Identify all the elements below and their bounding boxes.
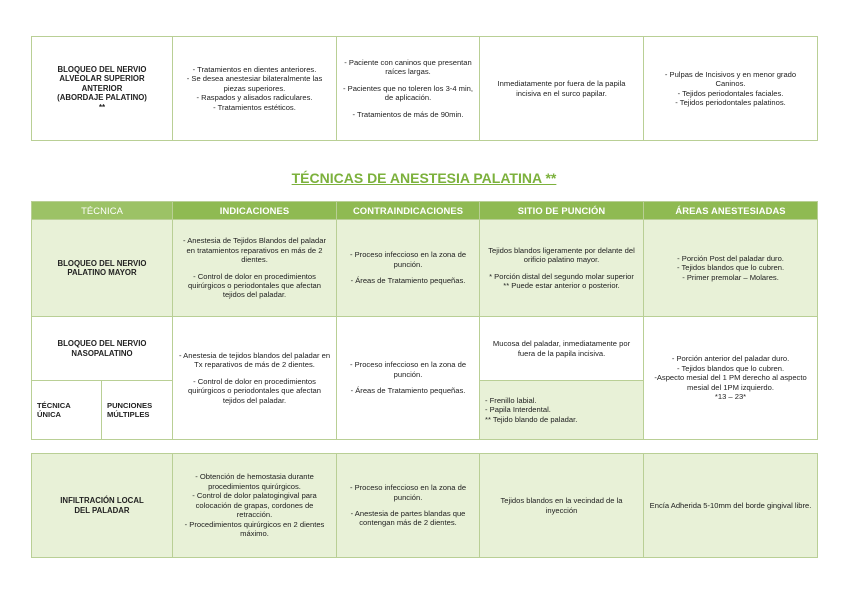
puncture-site-text: - Papila Interdental. <box>485 405 551 415</box>
label-line: PUNCIONES <box>107 400 153 410</box>
indication-item: - Obtención de hemostasia durante procedimientos quirúrgicos. <box>195 472 314 491</box>
indication-item: - Procedimientos quirúrgicos en 2 dientes máximo. <box>184 519 325 539</box>
column-header: SITIO DE PUNCIÓN <box>480 202 644 220</box>
column-header: CONTRAINDICACIONES <box>337 202 480 220</box>
contraindications-cell <box>337 220 480 317</box>
indication-item: - Anestesia de tejidos blandos del paladar en Tx reparativos de más de 2 dientes. <box>178 350 331 370</box>
technique-line: BLOQUEO DEL NERVIO <box>57 258 147 268</box>
puncture-site-text: - Frenillo labial. <box>485 395 537 405</box>
technique-line: INFILTRACIÓN LOCAL <box>60 496 144 506</box>
technique-cell <box>32 317 173 381</box>
header-row <box>32 202 818 220</box>
contraindication-item: - Pacientes que no toleren los 3-4 min, de aplicación. <box>342 83 473 103</box>
contraindication-item: - Paciente con caninos que presentan raíces largas. <box>344 57 472 77</box>
palatal-technique-table <box>31 201 818 440</box>
indications-cell <box>173 37 337 141</box>
technique-line: (ABORDAJE PALATINO) <box>57 93 147 103</box>
areas-cell <box>644 454 818 558</box>
technique-line: ALVEOLAR SUPERIOR <box>59 74 145 84</box>
contraindication-item: - Proceso infeccioso en la zona de punción. <box>349 360 467 379</box>
puncture-site-cell <box>480 37 644 141</box>
indications-cell <box>173 317 337 440</box>
area-item: Encía Adherida 5-10mm del borde gingival libre. <box>649 500 812 510</box>
indication-item: - Control de dolor palatogingival para colocación de grapas, cordones de retracción. <box>192 491 317 520</box>
area-item: - Primer premolar – Molares. <box>682 272 779 282</box>
areas-cell <box>644 317 818 440</box>
puncture-site-text: Mucosa del paladar, inmediatamente por fuera de la papila incisiva. <box>492 339 631 358</box>
contraindications-cell <box>337 37 480 141</box>
indication-item: - Tratamientos en dientes anteriores. <box>192 64 317 74</box>
area-item: - Pulpas de Incisivos y en menor grado Caninos. <box>664 69 797 89</box>
column-header: ÁREAS ANESTESIADAS <box>644 202 818 220</box>
indication-item: - Se desea anestesiar bilateralmente las piezas superiores. <box>186 74 323 93</box>
area-item: - Tejidos periodontales faciales. <box>677 88 784 98</box>
contraindication-item: - Anestesia de partes blandas que contengan más de 2 dientes. <box>350 509 466 528</box>
puncture-site-text: Inmediatamente por fuera de la papila incisiva en el surco papilar. <box>497 79 626 98</box>
technique-line: BLOQUEO DEL NERVIO <box>57 65 147 75</box>
technique-cell <box>32 220 173 317</box>
label-line: MÚLTIPLES <box>107 410 150 419</box>
table-row <box>32 317 818 381</box>
puncture-site-text: ** Puede estar anterior o posterior. <box>503 280 620 290</box>
puncture-site-text: Tejidos blandos en la vecindad de la inyección <box>500 496 623 515</box>
contraindication-item: - Áreas de Tratamiento pequeñas. <box>350 386 466 396</box>
technique-line: PALATINO MAYOR <box>67 268 137 277</box>
puncture-site-cell <box>480 454 644 558</box>
contraindications-cell <box>337 317 480 440</box>
technique-cell <box>32 37 173 141</box>
column-header: TÉCNICA <box>32 202 173 220</box>
puncture-site-text: Tejidos blandos ligeramente por delante del orificio palatino mayor. <box>488 245 635 265</box>
puncture-site-cell <box>480 381 644 440</box>
indication-item: - Control de dolor en procedimientos quirúrgicos o periodontales que afectan tejidos del paladar. <box>188 376 321 405</box>
technique-line: BLOQUEO DEL NERVIO <box>57 339 147 349</box>
technique-line: DEL PALADAR <box>74 505 130 515</box>
indication-item: - Raspados y alisados radiculares. <box>196 93 313 103</box>
contraindication-item: - Proceso infeccioso en la zona de punción. <box>349 250 467 269</box>
table-row <box>32 220 818 317</box>
puncture-site-text: * Porción distal del segundo molar superior <box>489 271 634 281</box>
area-item: - Porción anterior del paladar duro. <box>671 354 790 364</box>
indication-item: - Control de dolor en procedimientos quirúrgicos o periodontales que afectan tejidos del paladar. <box>188 271 321 300</box>
area-item: - Tejidos blandos que lo cubren. <box>676 363 785 373</box>
infiltration-table <box>31 453 818 558</box>
indication-item: - Tratamientos estéticos. <box>213 102 296 112</box>
areas-cell <box>644 220 818 317</box>
area-item: -Aspecto mesial del 1 PM derecho al aspecto mesial del 1PM izquierdo. <box>654 373 807 392</box>
puncture-site-cell <box>480 317 644 381</box>
single-technique-label <box>32 381 102 440</box>
puncture-site-text: ** Tejido blando de paladar. <box>485 414 578 424</box>
area-item: *13 – 23* <box>714 392 747 402</box>
area-item: - Tejidos periodontales palatinos. <box>675 97 786 107</box>
multiple-punctures-label <box>102 381 173 440</box>
area-item: - Tejidos blandos que lo cubren. <box>676 263 785 273</box>
areas-cell <box>644 37 818 141</box>
technique-line: ANTERIOR <box>81 83 123 93</box>
table-row <box>32 454 818 558</box>
area-item: - Porción Post del paladar duro. <box>677 253 784 263</box>
label-line: TÉCNICA <box>37 400 71 410</box>
top-technique-table <box>31 36 818 141</box>
indication-item: - Anestesia de Tejidos Blandos del paladar en tratamientos reparativos en más de 2 dientes. <box>183 236 326 265</box>
technique-line: NASOPALATINO <box>71 348 133 358</box>
label-line: ÚNICA <box>37 410 62 419</box>
puncture-site-cell <box>480 220 644 317</box>
contraindication-item: - Tratamientos de más de 90min. <box>352 109 464 119</box>
section-heading: TÉCNICAS DE ANESTESIA PALATINA ** <box>291 170 557 186</box>
contraindications-cell <box>337 454 480 558</box>
technique-cell <box>32 454 173 558</box>
column-header: INDICACIONES <box>173 202 337 220</box>
technique-line: ** <box>98 102 106 112</box>
contraindication-item: - Áreas de Tratamiento pequeñas. <box>350 276 466 286</box>
indications-cell <box>173 454 337 558</box>
indications-cell <box>173 220 337 317</box>
contraindication-item: - Proceso infeccioso en la zona de punción. <box>349 483 467 502</box>
